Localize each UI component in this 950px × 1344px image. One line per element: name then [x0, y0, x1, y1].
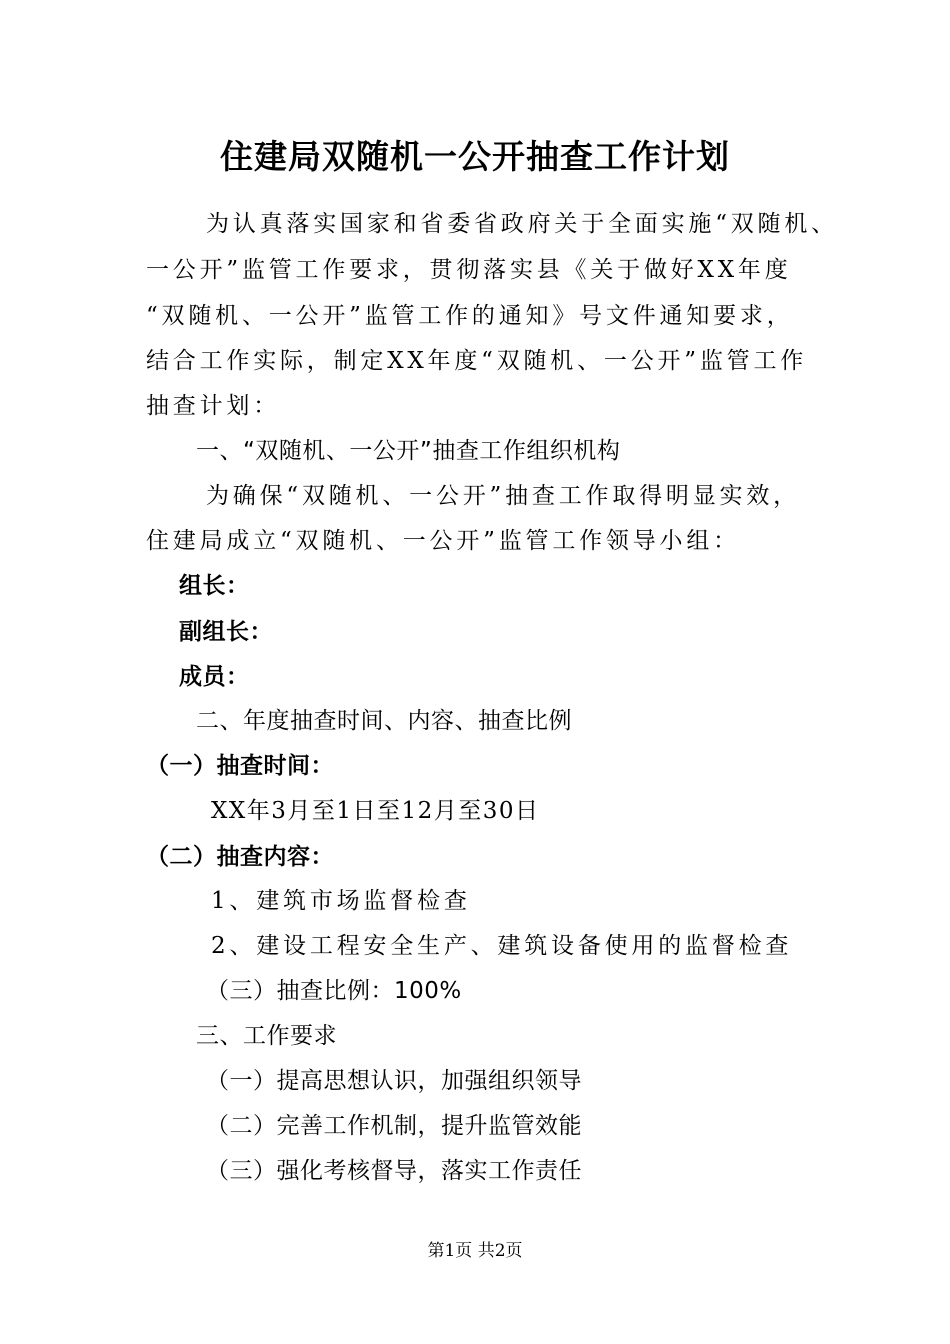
group-leader-label: 组长： — [179, 573, 250, 599]
page-number-footer: 第1页 共2页 — [427, 1241, 523, 1261]
section1-body-line-2: 住建局成立“双随机、一公开”监管工作领导小组： — [146, 528, 740, 554]
intro-line-5: 抽查计划： — [146, 393, 280, 419]
intro-line-2: 一公开”监管工作要求，贯彻落实县《关于做好XX年度 — [146, 257, 792, 283]
document-title: 住建局双随机一公开抽查工作计划 — [220, 137, 730, 176]
section1-heading: 一、“双随机、一公开”抽查工作组织机构 — [196, 438, 621, 464]
intro-line-4: 结合工作实际，制定XX年度“双随机、一公开”监管工作 — [146, 348, 808, 374]
section2-heading: 二、年度抽查时间、内容、抽查比例 — [196, 708, 572, 734]
inspection-time-value: XX年3月至1日至12月至30日 — [211, 798, 540, 824]
section3-heading: 三、工作要求 — [196, 1023, 337, 1049]
deputy-leader-label: 副组长： — [179, 619, 273, 645]
intro-line-1: 为认真落实国家和省委省政府关于全面实施“双随机、 — [206, 211, 838, 237]
content-item-1: 1、建筑市场监督检查 — [211, 888, 471, 914]
content-item-2: 2、建设工程安全生产、建筑设备使用的监督检查 — [211, 933, 793, 959]
inspection-time-heading: （一）抽查时间： — [146, 753, 334, 779]
inspection-content-heading: （二）抽查内容： — [146, 844, 334, 870]
members-label: 成员： — [179, 664, 250, 690]
requirement-item-2: （二）完善工作机制，提升监管效能 — [206, 1113, 582, 1139]
intro-line-3: “双随机、一公开”监管工作的通知》号文件通知要求， — [146, 303, 794, 329]
requirement-item-1: （一）提高思想认识，加强组织领导 — [206, 1068, 582, 1094]
inspection-ratio: （三）抽查比例：100% — [206, 978, 462, 1004]
requirement-item-3: （三）强化考核督导，落实工作责任 — [206, 1158, 582, 1184]
section1-body-line-1: 为确保“双随机、一公开”抽查工作取得明显实效， — [206, 483, 800, 509]
